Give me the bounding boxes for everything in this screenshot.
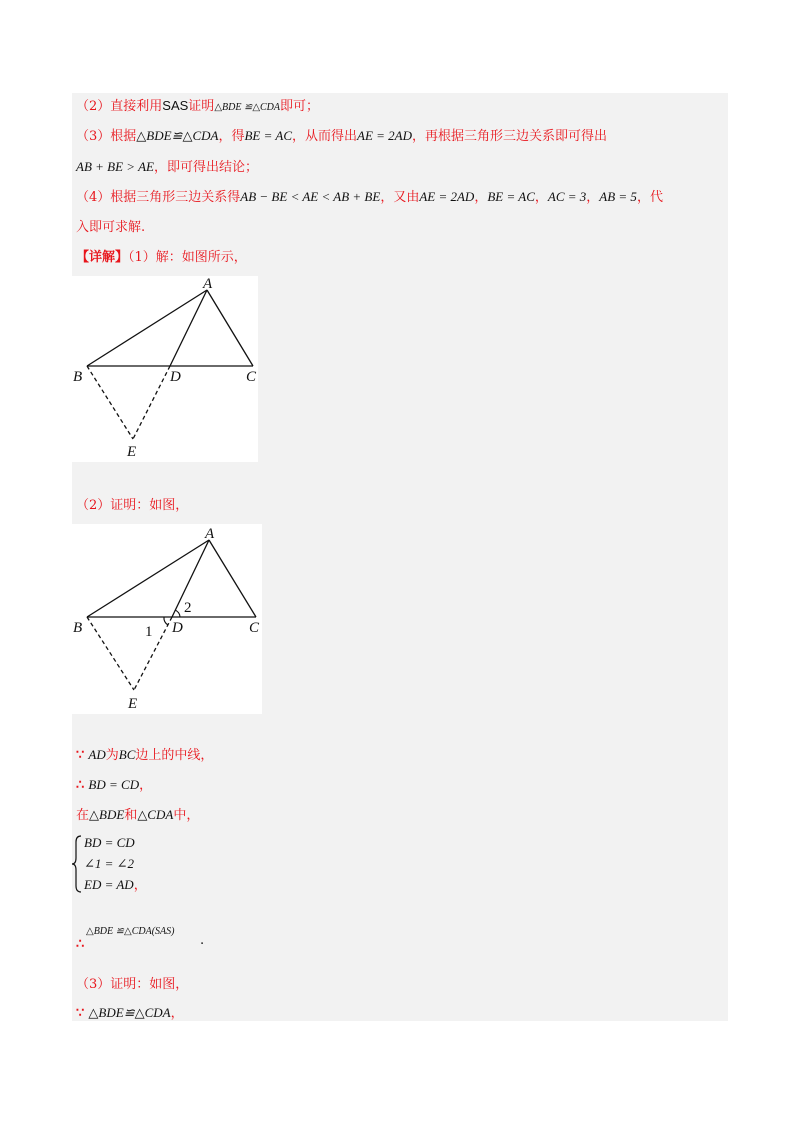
proof-line-2 xyxy=(76,776,152,795)
text: . xyxy=(200,933,205,948)
math: ED = AD xyxy=(84,877,134,892)
label-e: E xyxy=(128,696,138,712)
part-2-line xyxy=(76,497,188,515)
math: △CDA xyxy=(137,807,174,822)
proof-line-1 xyxy=(76,746,213,765)
text: 中， xyxy=(173,808,200,823)
part-1-text: （1）解：如图所示， xyxy=(128,250,247,265)
math: AB = 5 xyxy=(599,189,637,204)
triangle-figure-1 xyxy=(72,276,258,462)
part-2-text: （2）证明：如图， xyxy=(76,498,189,513)
math: AB + BE > AE xyxy=(76,159,154,174)
math: AC = 3 xyxy=(547,189,587,204)
text: ，从而得出 xyxy=(292,129,358,144)
math: BE = AC xyxy=(244,128,292,143)
text: ， xyxy=(170,1006,184,1021)
proof-conclusion-math xyxy=(86,922,174,941)
detail-heading: 【详解】 xyxy=(76,250,129,265)
text: ， xyxy=(586,190,600,205)
angle-1-arc xyxy=(164,617,168,625)
text: 为 xyxy=(105,748,119,763)
math: BC xyxy=(118,747,136,762)
angle-2-arc xyxy=(175,610,180,617)
text: ， xyxy=(139,778,153,793)
figure-1 xyxy=(72,276,258,462)
text: ， xyxy=(534,190,548,205)
step-3-line xyxy=(76,127,607,146)
proof-conclusion-end xyxy=(200,932,204,950)
label-d: D xyxy=(170,369,181,385)
step-4-line-2 xyxy=(76,219,145,237)
text: ，即可得出结论； xyxy=(153,160,258,175)
label-b: B xyxy=(73,620,83,636)
text: ， xyxy=(474,190,488,205)
label-a: A xyxy=(205,526,215,542)
math: △BDE ≌△CDA(SAS) xyxy=(86,926,175,937)
math: AB − BE < AE < AB + BE xyxy=(240,189,381,204)
text: 证明 xyxy=(188,99,215,114)
text: 和 xyxy=(124,808,138,823)
text: ，得 xyxy=(218,129,245,144)
text: （3）根据 xyxy=(76,129,137,144)
label-c: C xyxy=(249,620,260,636)
math: AE = 2AD xyxy=(357,128,412,143)
text: 在 xyxy=(76,808,90,823)
triangle-figure-2 xyxy=(72,524,262,714)
sas-text: SAS xyxy=(162,98,189,113)
math: BE = AC xyxy=(487,189,535,204)
label-b: B xyxy=(73,369,83,385)
proof-last-line xyxy=(76,1004,184,1023)
text: （2）直接利用 xyxy=(76,99,163,114)
math: AD xyxy=(88,747,106,762)
text: ，代 xyxy=(636,190,663,205)
math: △BDE≌△CDA xyxy=(136,128,219,143)
label-angle-2: 2 xyxy=(184,600,192,616)
therefore-symbol: ∴ xyxy=(76,778,85,793)
text: ， xyxy=(133,877,147,892)
system-eq-3 xyxy=(84,876,147,894)
figure-2 xyxy=(72,524,262,714)
text: ，又由 xyxy=(380,190,420,205)
part-3-text: （3）证明：如图， xyxy=(76,977,189,992)
step-3-line-2 xyxy=(76,158,258,177)
math: △BDE ≌△CDA xyxy=(214,102,281,113)
text: ，再根据三角形三边关系即可得出 xyxy=(412,129,608,144)
label-c: C xyxy=(246,369,257,385)
math: △BDE≌△CDA xyxy=(88,1005,171,1020)
label-e: E xyxy=(127,444,137,460)
label-angle-1: 1 xyxy=(145,624,153,640)
because-symbol: ∵ xyxy=(76,748,85,763)
math: △BDE xyxy=(89,807,125,822)
detail-heading-line xyxy=(76,249,247,267)
label-d: D xyxy=(172,620,183,636)
text: 即可； xyxy=(280,99,320,114)
step-2-line xyxy=(76,97,319,117)
left-brace xyxy=(70,834,84,894)
because-symbol: ∵ xyxy=(76,1006,85,1021)
part-3-line xyxy=(76,976,188,994)
step-4-line xyxy=(76,188,663,207)
system-eq-2: ∠1 = ∠2 xyxy=(84,856,135,871)
text: （4）根据三角形三边关系得 xyxy=(76,190,241,205)
text: 入即可求解. xyxy=(76,220,146,235)
math: AE = 2AD xyxy=(419,189,475,204)
proof-line-3 xyxy=(76,806,199,825)
text: 边上的中线， xyxy=(135,748,214,763)
label-a: A xyxy=(203,276,213,292)
math: BD = CD xyxy=(88,777,140,792)
therefore-symbol: ∴ xyxy=(76,937,85,952)
system-eq-1: BD = CD xyxy=(84,835,135,850)
proof-conclusion xyxy=(76,936,84,954)
